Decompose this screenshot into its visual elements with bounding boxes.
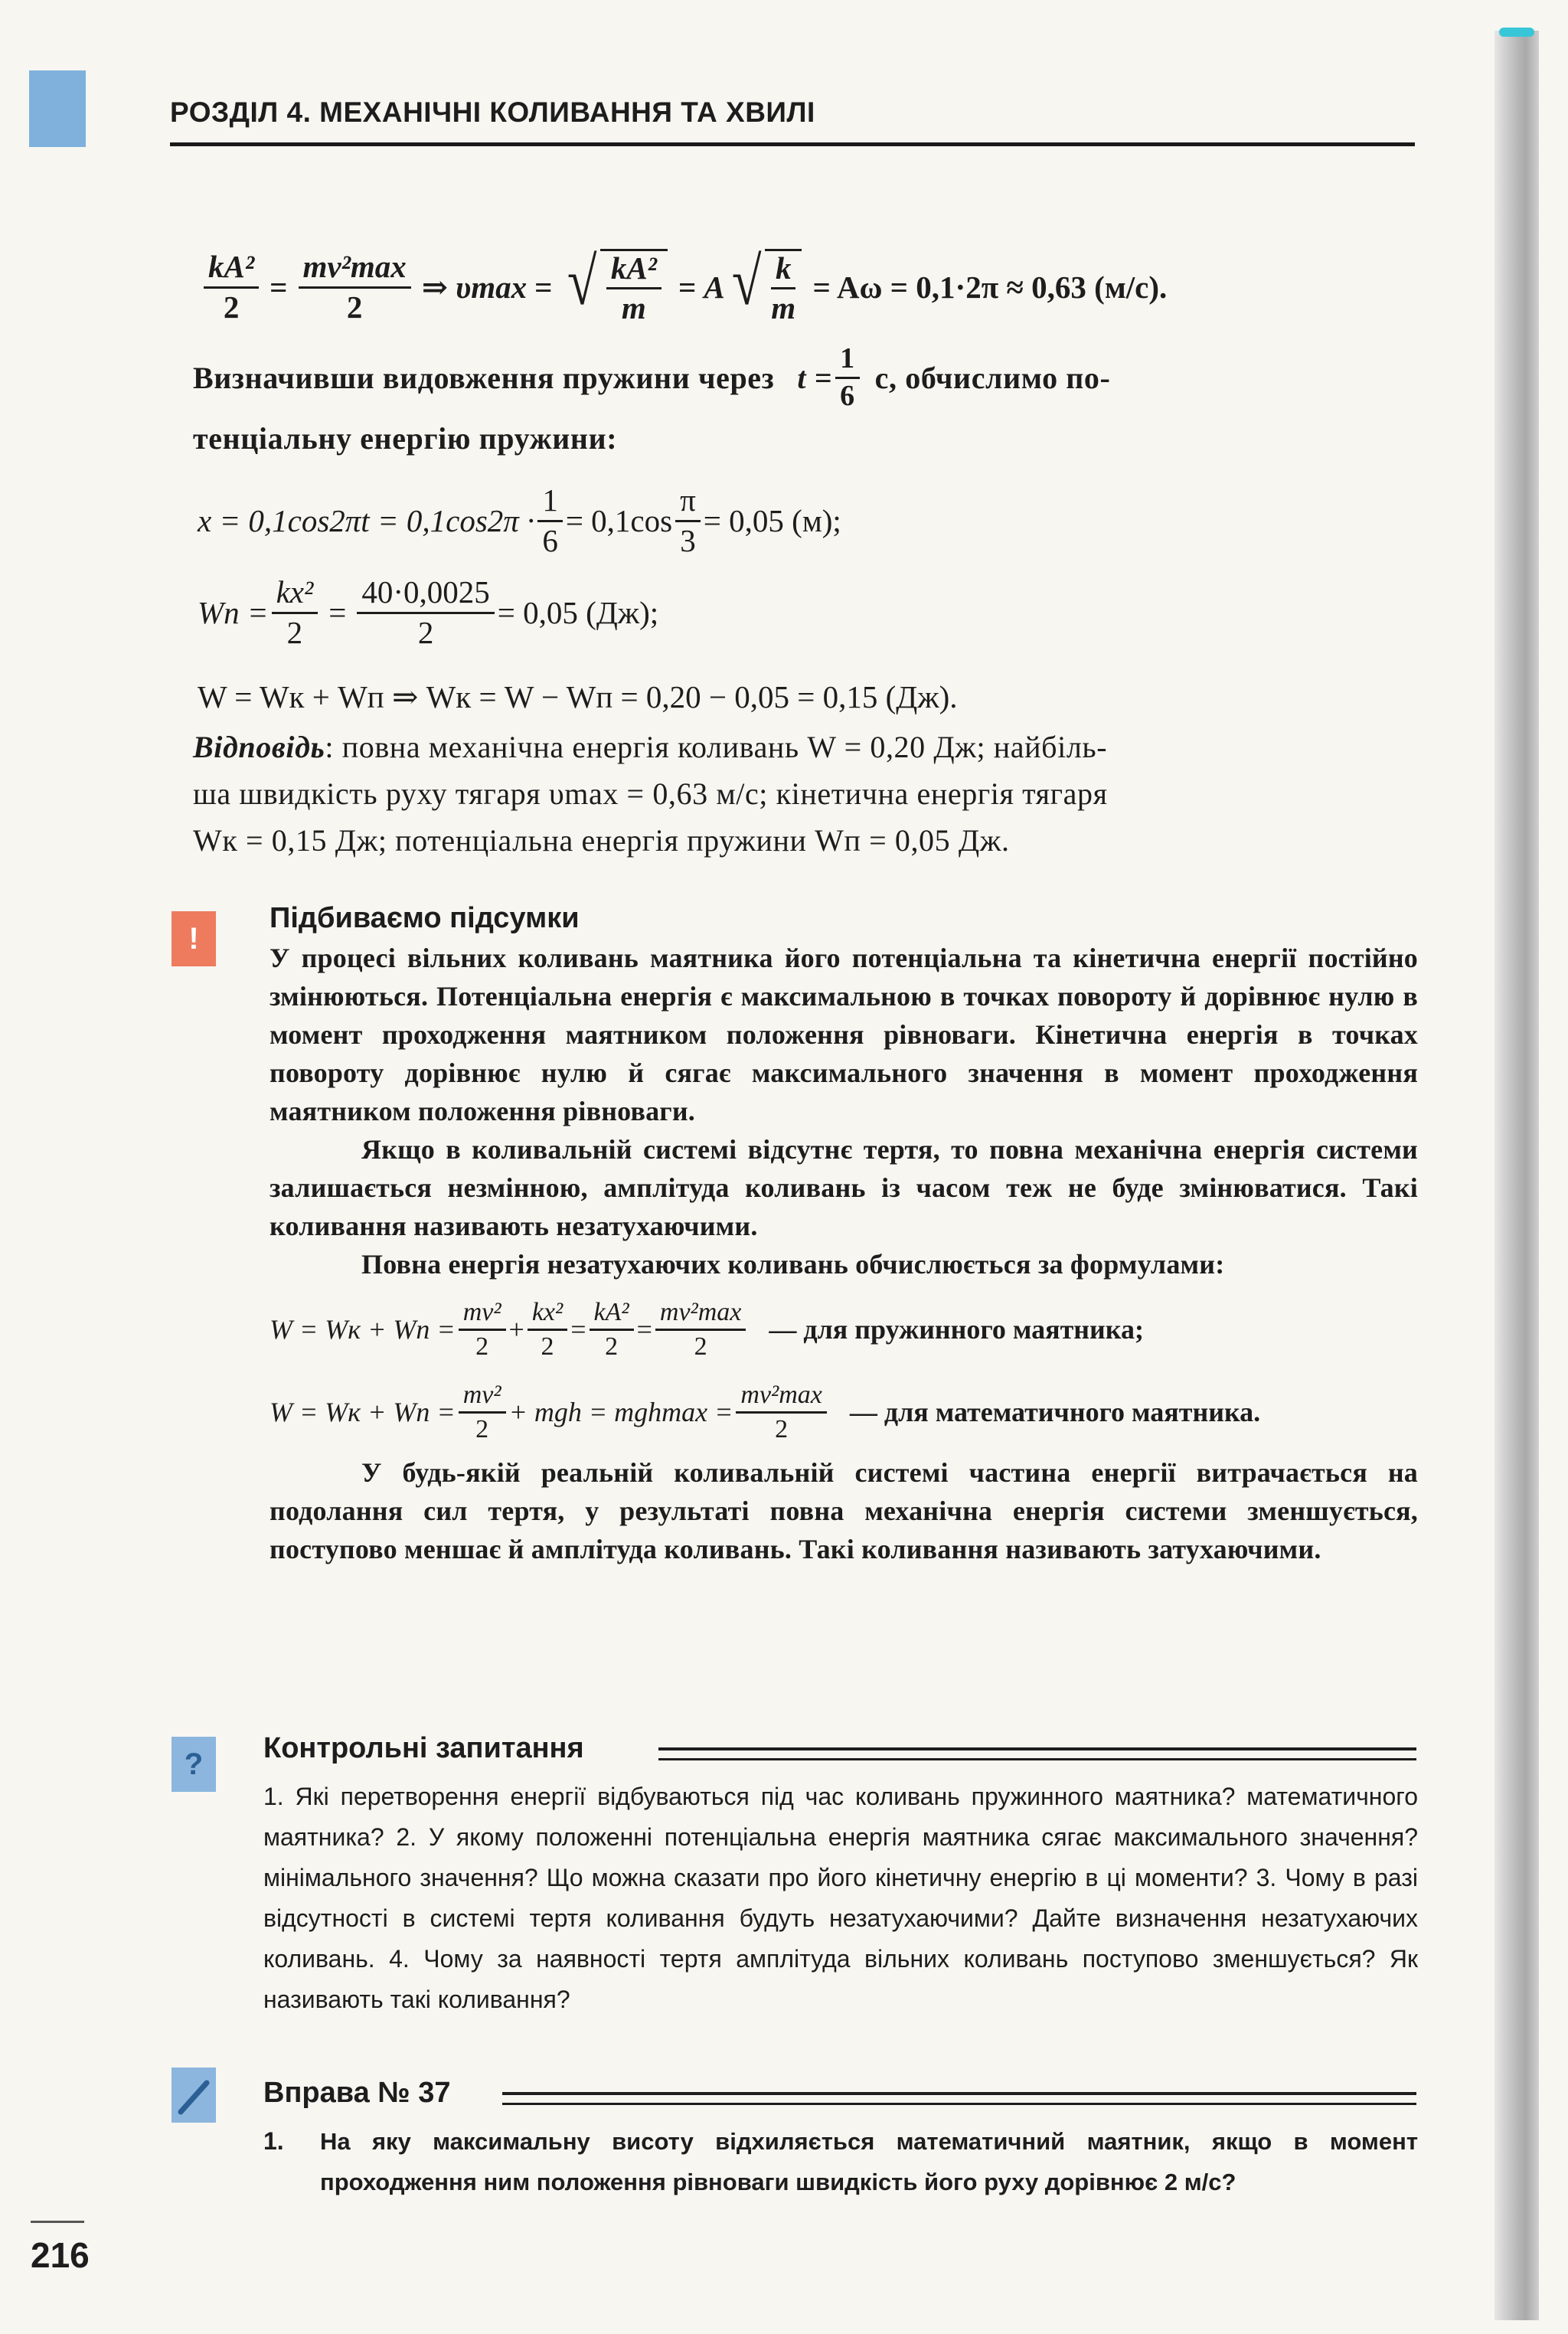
denominator: 2 — [286, 614, 303, 650]
time-symbol: t = — [797, 360, 833, 395]
chapter-header: РОЗДІЛ 4. МЕХАНІЧНІ КОЛИВАННЯ ТА ХВИЛІ — [170, 96, 815, 128]
formula-left: W = Wк + Wп = — [270, 1314, 456, 1345]
summary-paragraph-2: Якщо в коливальній системі відсутнє тертя, то повна механічна енергія системи залишається незмінною, амплітуда коливань із часом теж не буде змінюватися. Такі коливання називають незатухаючими. — [270, 1134, 1418, 1241]
denominator: m — [621, 290, 646, 325]
answer-line2: ша швидкість руху тягаря υmax = 0,63 м/с; кінетична енергія тягаря — [193, 776, 1108, 811]
denominator: 2 — [605, 1332, 619, 1361]
summary-paragraph-4: У будь-якій реальній коливальній системі частина енергії витрачається на подолання сил тертя, у результаті повна механічна енергія системи зменшується, поступово меншає й амплітуда коливань. Такі коливання називають затухаючими. — [270, 1457, 1418, 1564]
text-segment: Визначивши видовження пружини через — [193, 360, 775, 395]
equation-x — [198, 482, 841, 559]
numerator: kA² — [606, 251, 662, 289]
formula-note: — для математичного маятника. — [849, 1397, 1261, 1427]
denominator: 2 — [475, 1332, 489, 1361]
summary-title: Підбиваємо підсумки — [270, 902, 580, 934]
equation-right: = 0,05 (м); — [703, 503, 841, 538]
page-tab-marker — [1499, 28, 1534, 37]
summary-paragraph-3: Повна енергія незатухаючих коливань обчислюється за формулами: — [361, 1249, 1225, 1280]
exercise-item-number: 1. — [263, 2127, 284, 2155]
numerator: kA² — [204, 250, 259, 288]
denominator: m — [771, 290, 796, 325]
numerator: 40·0,0025 — [357, 575, 494, 613]
equation-mid: = 0,1cos — [565, 503, 673, 538]
equation-result: = Aω = 0,1·2π ≈ 0,63 (м/с). — [812, 270, 1168, 305]
denominator: 2 — [223, 289, 240, 325]
numerator: kA² — [590, 1298, 634, 1330]
numerator: kx² — [272, 575, 318, 613]
fraction-1-6 — [835, 343, 860, 413]
sqrt-k-m — [728, 244, 802, 325]
questions-question-mark-icon: ? — [172, 1737, 216, 1792]
summary-exclamation-icon: ! — [172, 911, 216, 966]
equals-sign: = — [534, 270, 553, 305]
equation-vmax — [201, 230, 1167, 345]
denominator: 6 — [542, 522, 558, 558]
fraction-numeric — [357, 575, 494, 649]
formula-note: — для пружинного маятника; — [769, 1314, 1144, 1345]
numerator: mv² — [459, 1298, 506, 1330]
amplitude-symbol: A — [704, 270, 725, 305]
solution-paragraph-line2: тенціальну енергію пружини: — [193, 421, 618, 456]
radical-sign-icon: √ — [731, 244, 762, 319]
exercise-title-rule — [502, 2092, 1416, 2105]
formula-math-pendulum — [270, 1371, 1418, 1453]
denominator: 2 — [775, 1414, 789, 1443]
fraction-1-6 — [537, 483, 563, 557]
summary-body — [270, 939, 1418, 1568]
numerator: mv²max — [299, 250, 411, 288]
page-number: 216 — [31, 2235, 90, 2275]
numerator: 1 — [835, 343, 860, 379]
summary-paragraph-1: У процесі вільних коливань маятника його потенціальна та кінетична енергії постійно змінюються. Потенціальна енергія є максимальною в точках повороту й дорівнює нулю в момент проходження маятником положення рівноваги. Кінетична енергія в точках повороту дорівнює нулю й сягає максимального значення в момент проходження маятником положення рівноваги. — [270, 943, 1418, 1126]
fraction-kA2-2 — [204, 250, 259, 324]
sqrt-kA2-m — [564, 244, 668, 325]
denominator: 2 — [694, 1332, 707, 1361]
answer-block — [193, 724, 1418, 864]
denominator: 2 — [346, 289, 363, 325]
page-curl-shadow — [1494, 31, 1539, 2320]
text-segment: с, обчислимо по- — [874, 360, 1111, 395]
exercise-pencil-icon — [172, 2068, 216, 2123]
chapter-color-marker — [29, 70, 86, 147]
formula-left: W = Wк + Wп = — [270, 1397, 456, 1427]
numerator: mv²max — [655, 1298, 746, 1330]
numerator: 1 — [537, 483, 563, 521]
page-number-rule — [31, 2221, 84, 2223]
denominator: 2 — [475, 1414, 489, 1443]
equation-right: = 0,05 (Дж); — [497, 595, 659, 630]
equals-sign: = — [678, 270, 697, 305]
radical-sign-icon: √ — [567, 244, 596, 319]
denominator: 3 — [680, 522, 696, 558]
formula-spring-pendulum: W = Wк + Wп = $\frac{\text{mv²}}{2}$ + $\frac{\text{kx²}}{2}$ = $\frac{\text{kA²}}{2}$ = $\frac{\text{mv²max}}{2}$ — для пружинного маятника; — [270, 1298, 1144, 1361]
questions-text: 1. Які перетворення енергії відбуваються під час коливань пружинного маятника? математичного маятника? 2. У якому положенні потенціальна енергія маятника сягає максимального значення? мінімального значення? Що можна сказати про його кінетичну енергію в ці моменти? 3. Чому в разі відсутності в системі тертя коливання будуть незатухаючими? Дайте визначення незатухаючих коливань. 4. Чому за наявності тертя амплітуда вільних коливань поступово зменшується? Як називають такі коливання? — [263, 1783, 1418, 2013]
equals-sign: = — [270, 270, 288, 305]
answer-line1: : повна механічна енергія коливань W = 0,20 Дж; найбіль- — [325, 730, 1108, 764]
numerator: k — [771, 251, 796, 289]
numerator: π — [675, 483, 701, 521]
numerator: kx² — [528, 1298, 567, 1330]
formula-mid: + mgh = mghmax = — [508, 1397, 733, 1427]
denominator: 2 — [541, 1332, 554, 1361]
fraction-pi-3 — [675, 483, 701, 557]
answer-line3: Wк = 0,15 Дж; потенціальна енергія пружини Wп = 0,05 Дж. — [193, 823, 1010, 858]
implies-arrow: ⇒ — [421, 270, 449, 305]
answer-label: Відповідь — [193, 730, 325, 764]
vmax-symbol: υmax — [456, 270, 528, 305]
numerator: mv²max — [736, 1381, 826, 1413]
fraction-mv2max-2 — [299, 250, 411, 324]
header-rule — [170, 142, 1415, 146]
questions-title-rule — [658, 1747, 1416, 1760]
numerator: mv² — [459, 1381, 506, 1413]
questions-title: Контрольні запитання — [263, 1732, 584, 1764]
denominator: 2 — [417, 614, 434, 650]
equation-wk: W = Wк + Wп ⇒ Wк = W − Wп = 0,20 − 0,05 = 0,15 (Дж). — [198, 679, 958, 714]
exercise-title: Вправа № 37 — [263, 2077, 451, 2109]
denominator: 6 — [840, 379, 855, 412]
equation-left: Wп = — [198, 595, 269, 630]
exercise-item-text: На яку максимальну висоту відхиляється математичний маятник, якщо в момент проходження ним положення рівноваги швидкість його руху дорівнює 2 м/с? — [320, 2128, 1418, 2195]
equation-left: x = 0,1cos2πt = 0,1cos2π · — [198, 503, 535, 538]
equation-wp: Wп = $\frac{\text{kx²}}{2}$ = $\frac{40\cdot 0,0025}{2}$ = 0,05 (Дж); — [198, 574, 659, 650]
fraction-kx2-2 — [272, 575, 318, 649]
solution-paragraph-line1 — [193, 343, 1410, 413]
